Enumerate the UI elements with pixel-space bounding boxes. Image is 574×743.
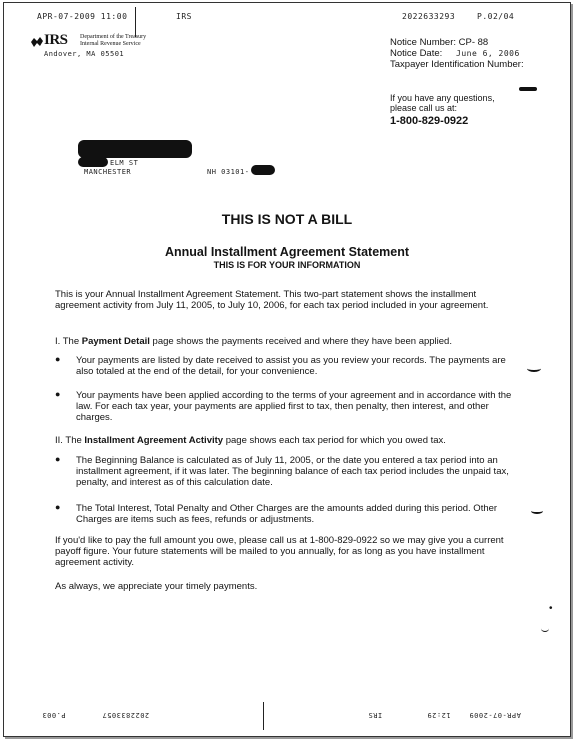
section-1-bold: Payment Detail bbox=[81, 336, 150, 347]
irs-city: Andover, MA 05501 bbox=[44, 50, 125, 58]
bullet-3: The Beginning Balance is calculated as of July 11, 2005, or the date you entered a tax period into an installment agreement, if it was later. The beginning balance of each tax period includes the unpaid tax, penalty, and interest as of this calculation date. bbox=[76, 455, 509, 488]
bullet-2: Your payments have been applied according to the terms of your agreement and in accordance with the law. For each tax year, your payments are applied first to tax, then penalty, then interest, and other charges. bbox=[76, 390, 512, 423]
stray-mark bbox=[527, 365, 541, 372]
footer-date: APR-07-2009 bbox=[469, 711, 521, 719]
section-2-rest: page shows each tax period for which you owed tax. bbox=[223, 435, 446, 446]
statement-title: Annual Installment Agreement Statement bbox=[164, 245, 410, 259]
footer-number: 2022833057 bbox=[102, 711, 150, 719]
footer-sender: IRS bbox=[368, 711, 383, 719]
questions-line-1: If you have any questions, bbox=[390, 93, 495, 103]
fax-number: 2022633293 bbox=[402, 12, 456, 21]
statement-subtitle: THIS IS FOR YOUR INFORMATION bbox=[213, 260, 361, 270]
bullet-1: Your payments are listed by date received to assist you as you review your records. The payments are also totaled at the end of the detail, for your convenience. bbox=[76, 355, 506, 377]
irs-eagle-logo bbox=[30, 35, 44, 47]
notice-number: Notice Number: CP- 88 bbox=[390, 37, 489, 48]
notice-date-label: Notice Date: bbox=[390, 48, 443, 59]
section-1-prefix: I. The bbox=[55, 336, 82, 347]
section-2-bold: Installment Agreement Activity bbox=[84, 435, 224, 446]
irs-logo-text: IRS bbox=[44, 32, 68, 48]
address-city: MANCHESTER bbox=[84, 168, 132, 176]
not-a-bill-heading: THIS IS NOT A BILL bbox=[221, 211, 353, 227]
footer-time: 12:29 bbox=[427, 711, 451, 719]
questions-line-2: please call us at: bbox=[390, 103, 458, 113]
bullet-icon: ● bbox=[55, 454, 61, 464]
stray-mark bbox=[541, 625, 549, 632]
document-page bbox=[3, 2, 571, 737]
fax-sender: IRS bbox=[176, 12, 192, 21]
notice-date-value: June 6, 2006 bbox=[456, 49, 520, 58]
intro-paragraph: This is your Annual Installment Agreement Statement. This two-part statement shows the installment agreement activity from July 11, 2005, to July 10, 2006, for each tax period included in your agreement. bbox=[55, 289, 489, 311]
section-2-prefix: II. The bbox=[55, 435, 85, 446]
footer-divider bbox=[263, 702, 264, 730]
address-state-zip: NH 03101- bbox=[207, 168, 250, 176]
stray-mark bbox=[531, 508, 543, 514]
payoff-paragraph: If you'd like to pay the full amount you owe, please call us at 1-800-829-0922 so we may give you a current payoff figure. Your future statements will be mailed to you annually, for as long as you have installment agreement activity. bbox=[55, 535, 504, 568]
bullet-icon: ● bbox=[55, 502, 61, 512]
phone-number: 1-800-829-0922 bbox=[390, 115, 469, 127]
irs-service: Internal Revenue Service bbox=[80, 41, 141, 47]
bullet-4: The Total Interest, Total Penalty and Other Charges are the amounts added during this period. Other Charges are items such as fees, refunds or adjustments. bbox=[76, 503, 498, 525]
stray-mark: • bbox=[549, 603, 553, 614]
section-2-heading bbox=[55, 435, 530, 446]
redaction-mark bbox=[519, 87, 537, 91]
taxpayer-id-label: Taxpayer Identification Number: bbox=[390, 59, 524, 70]
fax-page: P.02/04 bbox=[477, 12, 515, 21]
bullet-icon: ● bbox=[55, 389, 61, 399]
section-1-rest: page shows the payments received and where they have been applied. bbox=[149, 336, 452, 347]
redacted-zip-extension bbox=[251, 165, 275, 175]
redacted-name bbox=[78, 140, 192, 158]
footer-page: P.003 bbox=[42, 711, 66, 719]
closing-line: As always, we appreciate your timely payments. bbox=[55, 581, 258, 592]
irs-department: Department of the Treasury bbox=[80, 34, 147, 40]
fax-date-time: APR-07-2009 11:00 bbox=[37, 12, 128, 21]
address-street: ELM ST bbox=[110, 159, 139, 167]
redacted-street-number bbox=[78, 157, 108, 167]
section-1-heading bbox=[55, 336, 525, 347]
fax-divider bbox=[135, 7, 136, 37]
bullet-icon: ● bbox=[55, 354, 61, 364]
